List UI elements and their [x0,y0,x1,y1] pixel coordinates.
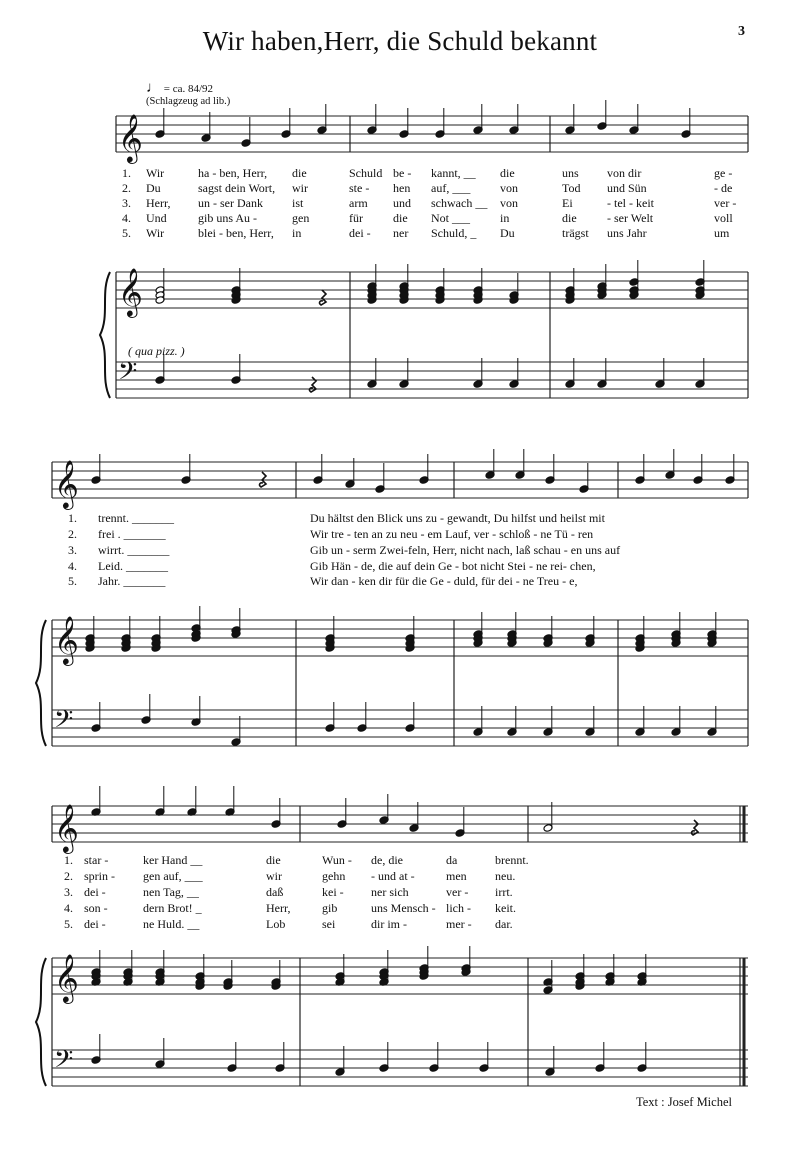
lyric-syllable: die [266,853,281,867]
page-number: 3 [738,24,745,39]
brace-icon [100,272,110,398]
lyric-syllable: blei - ben, Herr, [198,226,274,240]
lyric-syllable: - de [714,181,733,195]
lyric-line: Wir tre - ten an zu neu - em Lauf, ver - schloß - ne Tü - ren [310,527,594,541]
lyric-syllable: frei . _______ [98,527,166,541]
lyric-line: Gib Hän - de, die auf dein Ge - bot nicht Stei - ne rei- chen, [310,559,596,573]
lyric-syllable: uns [562,166,579,180]
lyric-syllable: von dir [607,166,642,180]
lyric-syllable: die [562,211,577,225]
percussion-note: (Schlagzeug ad lib.) [146,96,231,107]
bass-clef-icon: 𝄢 [54,705,74,740]
lyric-syllable: in [292,226,302,240]
lyric-syllable: dei - [349,226,371,240]
verse-number: 2. [64,869,73,883]
lyric-syllable: gen auf, ___ [143,869,203,883]
lyric-syllable: und [393,196,411,210]
lyric-syllable: Jahr. _______ [98,574,166,588]
treble-clef-icon: 𝄞 [54,459,79,508]
quarter-note-icon: ♩ [146,80,161,96]
treble-clef-icon: 𝄞 [54,803,79,852]
verse-number: 2. [122,181,131,195]
lyric-syllable: gib [322,901,338,915]
verse-number: 1. [122,166,131,180]
instrument-note: ( qua pizz. ) [128,344,185,358]
lyric-syllable: Schuld [349,166,383,180]
verse-number: 5. [64,917,73,931]
verse-number: 3. [68,543,77,557]
lyric-syllable: mer - [446,917,472,931]
lyric-syllable: ne Huld. __ [143,917,200,931]
verse-number: 1. [64,853,73,867]
verse-number: 4. [122,211,131,225]
lyric-syllable: nen Tag, __ [143,885,199,899]
lyric-syllable: sagst dein Wort, [198,181,276,195]
barlines [52,116,748,1086]
lyric-syllable: die [393,211,408,225]
lyric-line: Wir dan - ken dir für die Ge - duld, für dei - ne Treu - e, [310,574,578,588]
lyric-syllable: ge - [714,166,733,180]
lyric-syllable: - ser Welt [607,211,654,225]
lyric-syllable: arm [349,196,368,210]
lyric-syllable: die [292,166,307,180]
lyric-syllable: ist [292,196,304,210]
lyric-syllable: ner sich [371,885,409,899]
lyric-syllable: gehn [322,869,346,883]
lyric-syllable: und Sün [607,181,647,195]
treble-clef-icon: 𝄞 [54,953,79,1002]
lyric-syllable: trägst [562,226,589,240]
lyric-syllable: schwach __ [431,196,488,210]
lyric-syllable: ner [393,226,409,240]
lyric-syllable: ver - [446,885,469,899]
verse-number: 5. [122,226,131,240]
lyric-syllable: sprin - [84,869,115,883]
lyric-syllable: Herr, [266,901,291,915]
lyric-syllable: ha - ben, Herr, [198,166,268,180]
verse-number: 4. [68,559,77,573]
brace-icon [36,620,46,746]
bass-clef-icon: 𝄢 [54,1045,74,1080]
lyric-syllable: von [500,181,518,195]
lyric-syllable: hen [393,181,411,195]
lyric-syllable: ver - [714,196,737,210]
brace-icon [36,958,46,1086]
lyric-syllable: lich - [446,901,471,915]
verse-number: 5. [68,574,77,588]
lyric-syllable: Tod [562,181,581,195]
lyric-syllable: de, die [371,853,403,867]
lyric-syllable: da [446,853,458,867]
lyric-syllable: Lob [266,917,286,931]
lyric-syllable: in [500,211,510,225]
verse-number: 3. [64,885,73,899]
lyric-syllable: Ei [562,196,573,210]
lyric-syllable: Schuld, _ [431,226,477,240]
page-title: Wir haben,Herr, die Schuld bekannt [202,26,598,56]
lyric-syllable: um [714,226,730,240]
lyric-syllable: gib uns Au - [198,211,258,225]
text-credit: Text : Josef Michel [636,1095,732,1109]
lyric-syllable: Und [146,211,167,225]
lyric-syllable: wir [292,181,308,195]
lyric-syllable: men [446,869,467,883]
lyric-syllable: Leid. _______ [98,559,168,573]
lyric-line: Du hältst den Blick uns zu - gewandt, Du hilfst und heilst mit [310,511,605,525]
treble-clef-icon: 𝄞 [118,267,143,316]
lyric-syllable: daß [266,885,284,899]
staff-lines [52,116,748,1086]
quarter-rest-icon [320,290,326,305]
lyric-syllable: - und at - [371,869,415,883]
lyric-syllable: Not ___ [431,211,470,225]
lyric-syllable: keit. [495,901,516,915]
lyric-syllable: für [349,211,363,225]
lyric-syllable: dir im - [371,917,407,931]
lyric-syllable: dei - [84,885,106,899]
lyric-syllable: Wir [146,166,165,180]
lyric-syllable: star - [84,853,109,867]
lyric-syllable: von [500,196,518,210]
verse-number: 4. [64,901,73,915]
bass-clef-icon: 𝄢 [118,357,138,392]
treble-clef-icon: 𝄞 [54,615,79,664]
lyric-line: Gib un - serm Zwei-feln, Herr, nicht nach, laß schau - en uns auf [310,543,621,557]
verse-number: 3. [122,196,131,210]
clefs [54,113,143,1080]
lyric-syllable: dar. [495,917,513,931]
verse-number: 2. [68,527,77,541]
lyric-syllable: dei - [84,917,106,931]
lyric-syllable: gen [292,211,310,225]
lyric-syllable: Du [500,226,515,240]
lyric-syllable: wir [266,869,282,883]
lyric-syllable: die [500,166,515,180]
lyric-syllable: dern Brot! _ [143,901,202,915]
tempo-value: ca. 84/92 [172,83,214,95]
lyric-syllable: irrt. [495,885,513,899]
lyric-syllable: Du [146,181,161,195]
lyric-syllable: trennt. _______ [98,511,174,525]
lyric-syllable: son - [84,901,108,915]
tempo-marking: ♩ = ca. 84/92 [146,80,214,96]
lyric-syllable: un - ser Dank [198,196,263,210]
lyric-syllable: Wir [146,226,165,240]
verse-number: 1. [68,511,77,525]
lyric-syllable: wirrt. _______ [98,543,170,557]
lyric-syllable: sei [322,917,336,931]
lyric-syllable: brennt. [495,853,529,867]
lyric-syllable: ker Hand __ [143,853,203,867]
lyric-syllable: uns Jahr [607,226,647,240]
treble-clef-icon: 𝄞 [118,113,143,162]
lyric-syllable: voll [714,211,733,225]
lyric-syllable: auf, ___ [431,181,471,195]
lyric-syllable: Herr, [146,196,171,210]
lyric-syllable: be - [393,166,412,180]
quarter-rest-icon [310,377,316,392]
lyric-syllable: kei - [322,885,344,899]
lyric-syllable: neu. [495,869,516,883]
lyric-syllable: - tel - keit [607,196,654,210]
lyric-syllable: kannt, __ [431,166,476,180]
lyric-syllable: ste - [349,181,370,195]
lyric-syllable: Wun - [322,853,352,867]
lyric-syllable: uns Mensch - [371,901,436,915]
